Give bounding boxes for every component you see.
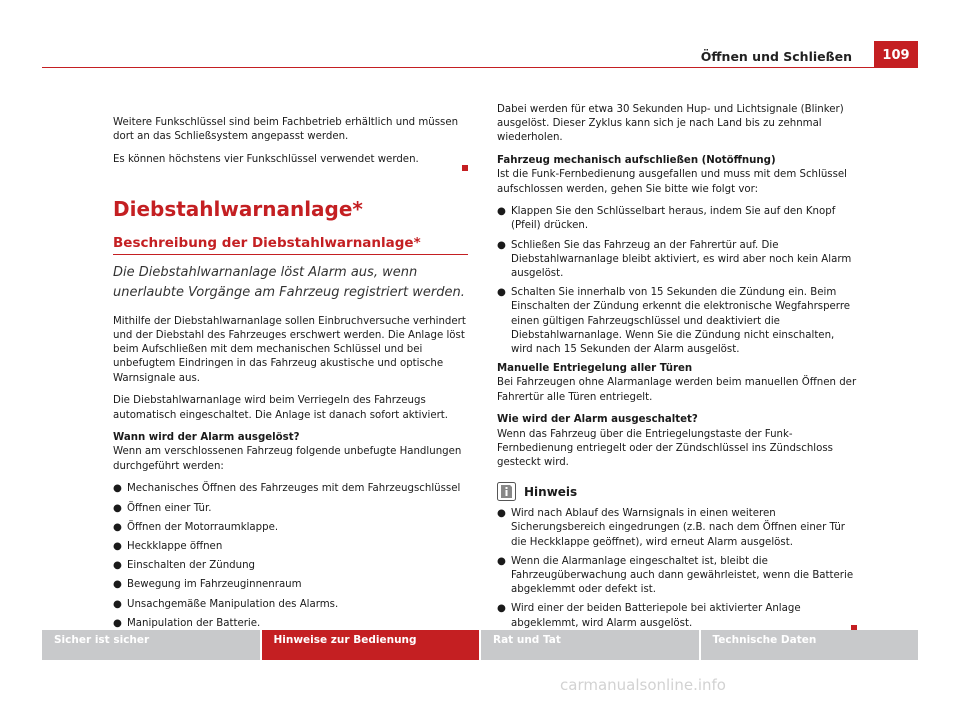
list-item: ● Wenn die Alarmanlage eingeschaltet ist, bleibt die Fahrzeugüberwachung auch dann gewährleistet, wenn die Batterie abgeklemmt oder defekt ist.	[497, 555, 857, 598]
left-column	[113, 116, 468, 636]
subheading: Wie wird der Alarm ausgeschaltet?	[497, 414, 698, 426]
list-item: ● Manipulation der Batterie.	[113, 617, 468, 631]
list-item: ● Klappen Sie den Schlüsselbart heraus, indem Sie auf den Knopf (Pfeil) drücken.	[497, 205, 857, 233]
tab-sicher-ist-sicher[interactable]: Sicher ist sicher	[42, 630, 260, 660]
list-item-text: Schließen Sie das Fahrzeug an der Fahrertür auf. Die Diebstahlwarnanlage bleibt aktiviert, es wird aber noch kein Alarm ausgelöst.	[511, 239, 852, 280]
paragraph: Wenn am verschlossenen Fahrzeug folgende unbefugte Handlungen durchgeführt werden:	[113, 446, 462, 472]
right-column	[497, 103, 857, 644]
list-item-text: Einschalten der Zündung	[127, 560, 256, 572]
tab-hinweise-zur-bedienung[interactable]: Hinweise zur Bedienung	[262, 630, 480, 660]
watermark: carmanualsonline.info	[560, 676, 726, 694]
list-item-text: Wird nach Ablauf des Warnsignals in einen weiteren Sicherungsbereich eingedrungen (z.B. nach dem Öffnen einer Tür die Heckklappe geöffnet), wird erneut Alarm ausgelöst.	[511, 508, 845, 548]
list-item-text: Wird einer der beiden Batteriepole bei aktivierter Anlage abgeklemmt, wird Alarm ausgelöst.	[511, 603, 801, 629]
subheading: Manuelle Entriegelung aller Türen	[497, 363, 693, 375]
list-item-text: Mechanisches Öffnen des Fahrzeuges mit dem Fahrzeugschlüssel	[127, 483, 461, 495]
tab-rat-und-tat[interactable]: Rat und Tat	[481, 630, 699, 660]
list-item: ● Wird nach Ablauf des Warnsignals in einen weiteren Sicherungsbereich eingedrungen (z.B. nach dem Öffnen einer Tür die Heckklappe geöffnet), wird erneut Alarm ausgelöst.	[497, 507, 857, 550]
paragraph: Weitere Funkschlüssel sind beim Fachbetrieb erhältlich und müssen dort an das Schließsystem angepasst werden.	[113, 117, 459, 143]
paragraph: Bei Fahrzeugen ohne Alarmanlage werden beim manuellen Öffnen der Fahrertür alle Türen entriegelt.	[497, 377, 857, 403]
paragraph: Es können höchstens vier Funkschlüssel verwendet werden.	[113, 153, 419, 165]
list-item: ● Schließen Sie das Fahrzeug an der Fahrertür auf. Die Diebstahlwarnanlage bleibt aktiviert, es wird aber noch kein Alarm ausgelöst.	[497, 239, 857, 282]
lead-paragraph: Die Diebstahlwarnanlage löst Alarm aus, wenn unerlaubte Vorgänge am Fahrzeug registriert werden.	[113, 264, 465, 300]
subheading: Wann wird der Alarm ausgelöst?	[113, 432, 300, 444]
list-item: ● Öffnen der Motorraumklappe.	[113, 521, 468, 535]
note-header	[497, 482, 857, 501]
paragraph: Mithilfe der Diebstahlwarnanlage sollen Einbruchversuche verhindert und der Diebstahl des Fahrzeuges erschwert werden. Die Anlage löst beim Aufschließen mit dem mechanischen Schlüssel und bei unbefugtem Eindringen in das Fahrzeug akustische und optische Warnsignale aus.	[113, 315, 466, 384]
header-rule	[42, 67, 918, 68]
list-item-text: Bewegung im Fahrzeuginnenraum	[127, 579, 302, 591]
list-item-text: Unsachgemäße Manipulation des Alarms.	[127, 598, 339, 610]
bullet-list	[497, 205, 857, 357]
list-item-text: Klappen Sie den Schlüsselbart heraus, indem Sie auf den Knopf (Pfeil) drücken.	[511, 206, 836, 232]
list-item: ● Öffnen einer Tür.	[113, 502, 468, 516]
paragraph: Dabei werden für etwa 30 Sekunden Hup- und Lichtsignale (Blinker) ausgelöst. Dieser Zyklus kann sich je nach Land bis zu zehnmal wiederholen.	[497, 104, 844, 144]
paragraph: Ist die Funk-Fernbedienung ausgefallen und muss mit dem Schlüssel aufschlossen werden, gehen Sie bitte wie folgt vor:	[497, 169, 848, 195]
bullet-list	[113, 482, 468, 631]
list-item-text: Wenn die Alarmanlage eingeschaltet ist, bleibt die Fahrzeugüberwachung auch dann gewährleistet, wenn die Batterie abgeklemmt oder defekt ist.	[511, 555, 854, 596]
section-heading: Beschreibung der Diebstahlwarnanlage*	[113, 234, 468, 255]
subheading: Fahrzeug mechanisch aufschließen (Notöffnung)	[497, 155, 776, 167]
list-item-text: Manipulation der Batterie.	[127, 617, 261, 629]
note-title: Hinweis	[524, 484, 578, 499]
list-item-text: Heckklappe öffnen	[127, 540, 223, 552]
list-item: ● Einschalten der Zündung	[113, 559, 468, 573]
chapter-heading: Diebstahlwarnanlage*	[113, 196, 363, 221]
list-item-text: Öffnen der Motorraumklappe.	[127, 521, 279, 533]
list-item: ● Unsachgemäße Manipulation des Alarms.	[113, 598, 468, 612]
tab-technische-daten[interactable]: Technische Daten	[701, 630, 919, 660]
list-item: ● Bewegung im Fahrzeuginnenraum	[113, 578, 468, 592]
list-item: ● Wird einer der beiden Batteriepole bei aktivierter Anlage abgeklemmt, wird Alarm ausgelöst.	[497, 602, 857, 630]
footer-nav	[42, 630, 918, 660]
paragraph: Wenn das Fahrzeug über die Entriegelungstaste der Funk-Fernbedienung entriegelt oder der Zündschlüssel ins Zündschloss gesteckt wird.	[497, 428, 833, 468]
section-title: Öffnen und Schließen	[700, 49, 852, 64]
list-item: ● Heckklappe öffnen	[113, 540, 468, 554]
list-item-text: Öffnen einer Tür.	[127, 502, 212, 514]
note-list	[497, 507, 857, 631]
info-note-icon	[497, 482, 516, 501]
list-item: ● Mechanisches Öffnen des Fahrzeuges mit dem Fahrzeugschlüssel	[113, 482, 468, 496]
list-item: ● Schalten Sie innerhalb von 15 Sekunden die Zündung ein. Beim Einschalten der Zündung erkennt die elektronische Wegfahrsperre einen gültigen Fahrzeugschlüssel und deaktiviert die Diebstahlwarnanlage. Wenn Sie die Zündung nicht einschalten, wird nach 15 Sekunden der Alarm ausgelöst.	[497, 286, 857, 357]
list-item-text: Schalten Sie innerhalb von 15 Sekunden die Zündung ein. Beim Einschalten der Zündung erkennt die elektronische Wegfahrsperre einen gültigen Fahrzeugschlüssel und deaktiviert die Diebstahlwarnanlage. Wenn Sie die Zündung nicht einschalten, wird nach 15 Sekunden der Alarm ausgelöst.	[511, 287, 851, 356]
paragraph: Die Diebstahlwarnanlage wird beim Verriegeln des Fahrzeugs automatisch eingeschaltet. Die Anlage ist danach sofort aktiviert.	[113, 395, 449, 421]
page-number: 109	[874, 41, 918, 68]
